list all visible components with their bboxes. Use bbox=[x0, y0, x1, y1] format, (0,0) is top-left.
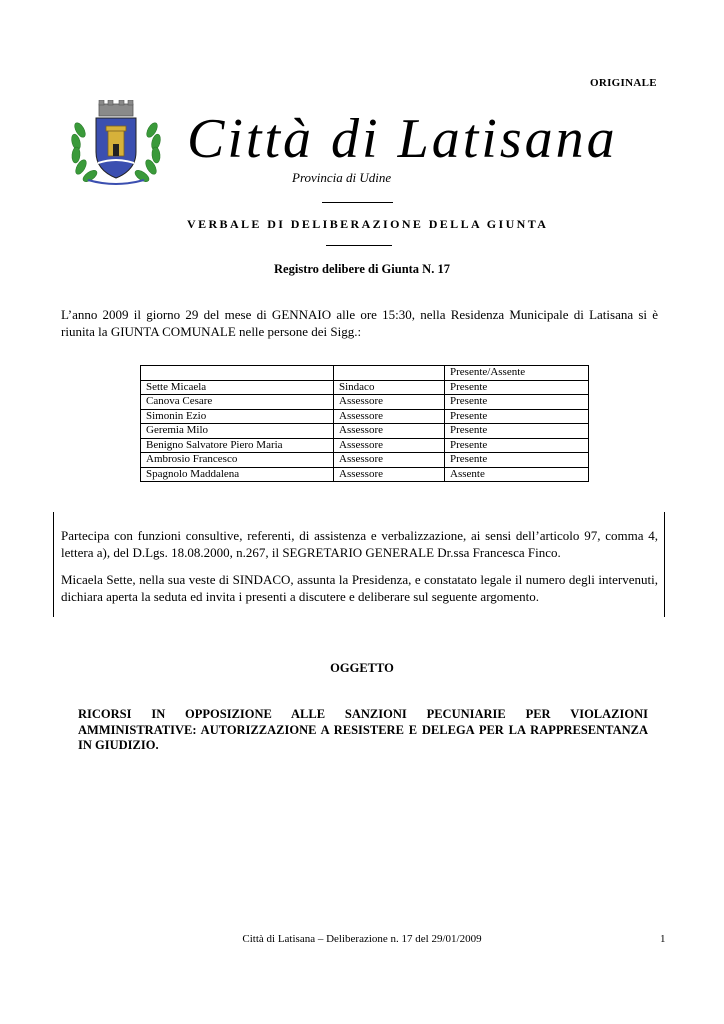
member-name: Canova Cesare bbox=[141, 395, 334, 410]
document-type-heading: VERBALE DI DELIBERAZIONE DELLA GIUNTA bbox=[187, 217, 549, 231]
divider bbox=[326, 245, 392, 246]
table-row bbox=[141, 395, 589, 410]
city-title: Città di Latisana bbox=[187, 108, 618, 170]
member-role: Assessore bbox=[334, 467, 445, 482]
oggetto-heading: OGGETTO bbox=[330, 661, 394, 675]
city-crest-icon bbox=[66, 100, 166, 186]
table-header-row bbox=[141, 366, 589, 381]
member-attendance: Presente bbox=[445, 453, 589, 468]
table-row bbox=[141, 424, 589, 439]
frame-border-left bbox=[53, 512, 54, 617]
table-row bbox=[141, 409, 589, 424]
column-header bbox=[334, 366, 445, 381]
member-name: Spagnolo Maddalena bbox=[141, 467, 334, 482]
member-name: Geremia Milo bbox=[141, 424, 334, 439]
member-role: Assessore bbox=[334, 438, 445, 453]
member-name: Simonin Ezio bbox=[141, 409, 334, 424]
member-attendance: Assente bbox=[445, 467, 589, 482]
member-attendance: Presente bbox=[445, 424, 589, 439]
member-name: Ambrosio Francesco bbox=[141, 453, 334, 468]
column-header bbox=[141, 366, 334, 381]
table-row bbox=[141, 453, 589, 468]
divider bbox=[322, 202, 393, 203]
document-status: ORIGINALE bbox=[590, 77, 657, 89]
members-table bbox=[140, 365, 589, 482]
presidency-paragraph: Micaela Sette, nella sua veste di SINDACO, assunta la Presidenza, e constatato legale il numero degli intervenuti, dichiara aperta la seduta ed invita i presenti a discutere e deliberare sul seguente argomento. bbox=[61, 572, 658, 604]
table-row bbox=[141, 438, 589, 453]
member-attendance: Presente bbox=[445, 395, 589, 410]
province-subtitle: Provincia di Udine bbox=[292, 170, 392, 185]
member-role: Sindaco bbox=[334, 380, 445, 395]
member-name: Sette Micaela bbox=[141, 380, 334, 395]
member-role: Assessore bbox=[334, 424, 445, 439]
column-header: Presente/Assente bbox=[445, 366, 589, 381]
page-number: 1 bbox=[660, 933, 666, 945]
member-role: Assessore bbox=[334, 453, 445, 468]
secretary-paragraph: Partecipa con funzioni consultive, referenti, di assistenza e verbalizzazione, ai sensi dell’articolo 97, comma 4, lettera a), del D.Lgs. 18.08.2000, n.267, il SEGRETARIO GENERALE Dr.ssa Francesca Finco. bbox=[61, 528, 658, 560]
member-attendance: Presente bbox=[445, 409, 589, 424]
oggetto-text: RICORSI IN OPPOSIZIONE ALLE SANZIONI PECUNIARIE PER VIOLAZIONI AMMINISTRATIVE: AUTORIZZAZIONE A RESISTERE E DELEGA PER LA RAPPRESENTANZA IN GIUDIZIO. bbox=[78, 707, 648, 752]
frame-border-right bbox=[664, 512, 665, 617]
registro-number: Registro delibere di Giunta N. 17 bbox=[274, 262, 450, 276]
intro-paragraph: L’anno 2009 il giorno 29 del mese di GENNAIO alle ore 15:30, nella Residenza Municipale di Latisana si è riunita la GIUNTA COMUNALE nelle persone dei Sigg.: bbox=[61, 307, 658, 339]
page-footer: Città di Latisana – Deliberazione n. 17 del 29/01/2009 bbox=[242, 933, 482, 945]
member-role: Assessore bbox=[334, 409, 445, 424]
member-attendance: Presente bbox=[445, 438, 589, 453]
table-row bbox=[141, 380, 589, 395]
member-role: Assessore bbox=[334, 395, 445, 410]
member-attendance: Presente bbox=[445, 380, 589, 395]
member-name: Benigno Salvatore Piero Maria bbox=[141, 438, 334, 453]
table-row bbox=[141, 467, 589, 482]
